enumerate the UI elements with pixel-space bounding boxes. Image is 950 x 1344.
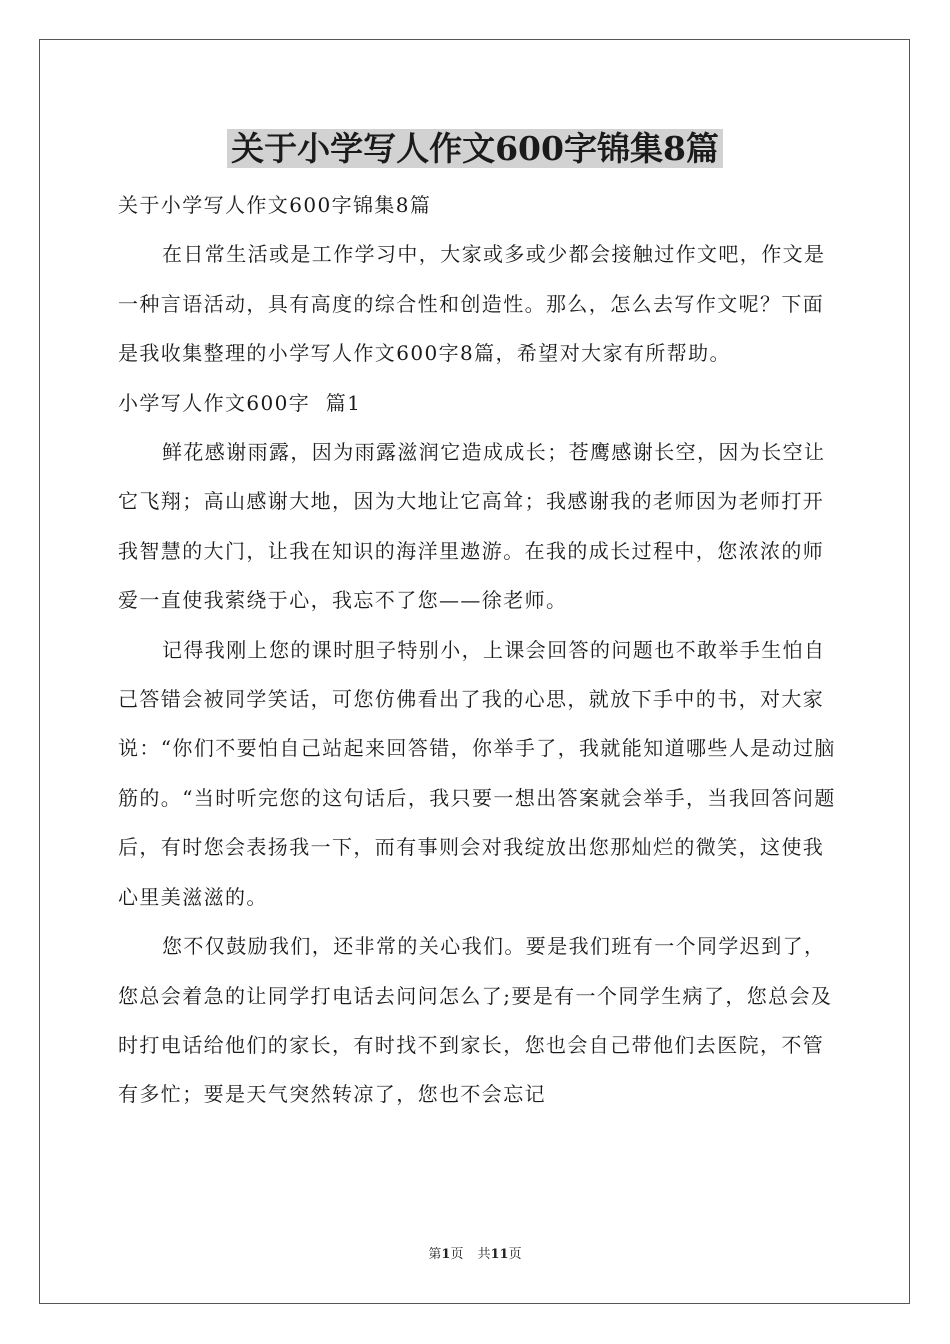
document-body: [118, 181, 838, 1120]
page-number-prefix: 第: [428, 1247, 442, 1262]
page-total-suffix: 页: [508, 1247, 522, 1262]
page-footer: [0, 1246, 950, 1264]
page-number-current: 1: [441, 1247, 451, 1262]
document-title: [0, 126, 950, 172]
section-heading: 小学写人作文600字 篇1: [118, 390, 362, 415]
document-subtitle: 关于小学写人作文600字锦集8篇: [118, 193, 432, 217]
intro-paragraph: 在日常生活或是工作学习中，大家或多或少都会接触过作文吧，作文是一种言语活动，具有高度的综合性和创造性。那么，怎么去写作文呢？下面是我收集整理的小学写人作文600字8篇，希望对大家有所帮助。: [118, 242, 826, 366]
page-total-count: 11: [490, 1247, 509, 1262]
document-title-text: 关于小学写人作文600字锦集8篇: [227, 129, 723, 168]
page-total-prefix: 共: [477, 1247, 491, 1262]
body-paragraph: 记得我刚上您的课时胆子特别小，上课会回答的问题也不敢举手生怕自己答错会被同学笑话，可您仿佛看出了我的心思，就放下手中的书，对大家说：“你们不要怕自己站起来回答错，你举手了，我就能知道哪些人是动过脑筋的。“当时听完您的这句话后，我只要一想出答案就会举手，当我回答问题后，有时您会表扬我一下，而有事则会对我绽放出您那灿烂的微笑，这使我心里美滋滋的。: [118, 637, 836, 909]
body-paragraph: 您不仅鼓励我们，还非常的关心我们。要是我们班有一个同学迟到了，您总会着急的让同学打电话去问问怎么了;要是有一个同学生病了，您总会及时打电话给他们的家长，有时找不到家长，您也会自己带他们去医院，不管有多忙；要是天气突然转凉了，您也不会忘记: [118, 934, 833, 1107]
body-paragraph: 鲜花感谢雨露，因为雨露滋润它造成成长；苍鹰感谢长空，因为长空让它飞翔；高山感谢大地，因为大地让它高耸；我感谢我的老师因为老师打开我智慧的大门，让我在知识的海洋里遨游。在我的成长过程中，您浓浓的师爱一直使我萦绕于心，我忘不了您——徐老师。: [118, 440, 826, 613]
page-number-suffix: 页: [450, 1247, 464, 1262]
